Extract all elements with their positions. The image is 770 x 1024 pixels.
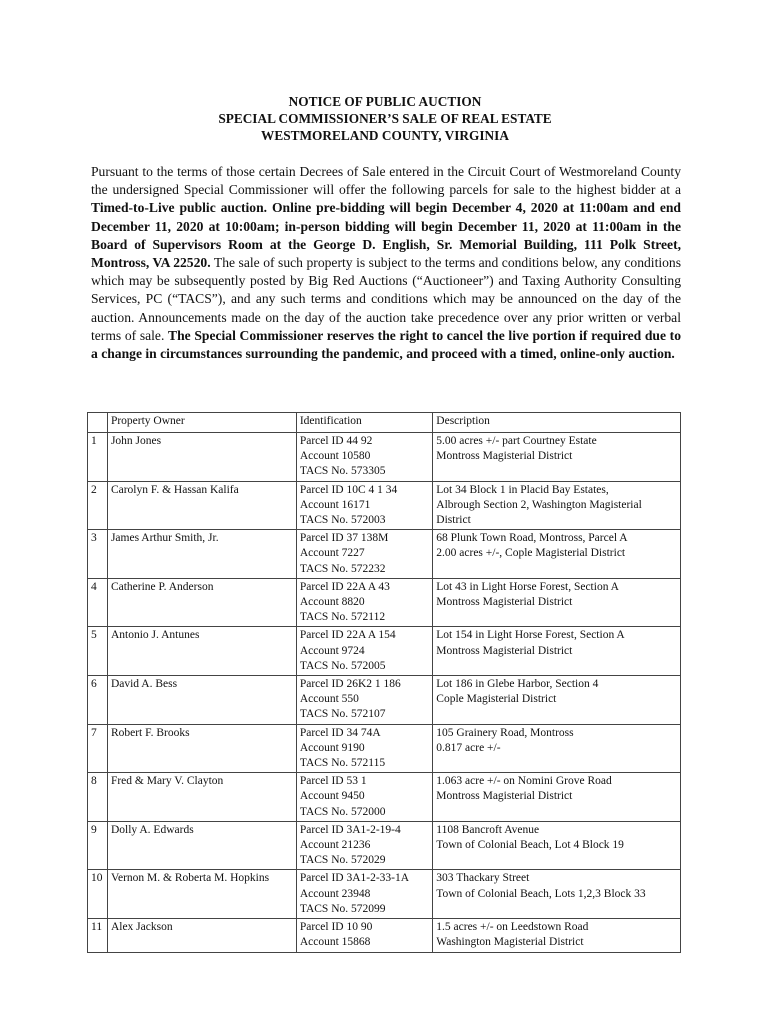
description-desc1: 68 Plunk Town Road, Montross, Parcel A [436,532,628,545]
identification-parcel: Parcel ID 34 74A [299,726,381,739]
row-number-num: 4 [91,580,97,593]
row-number [88,433,108,482]
row-number-num: 7 [91,726,97,739]
identification [296,870,432,919]
row-number [88,578,108,627]
property-owner-owner: Catherine P. Anderson [110,580,214,593]
identification [296,821,432,870]
property-owner-owner: James Arthur Smith, Jr. [110,532,219,545]
header-county: WESTMORELAND COUNTY, VIRGINIA [261,128,509,143]
description-desc1: Lot 154 in Light Horse Forest, Section A [436,629,625,642]
identification-tacs: TACS No. 572112 [299,611,386,624]
intro-paragraph [91,163,681,363]
identification-parcel: Parcel ID 22A A 43 [299,580,390,593]
identification-account: Account 21236 [299,839,371,852]
table-row [88,821,681,870]
description [433,919,681,952]
property-owner-owner: Alex Jackson [110,921,173,934]
property-owner [107,773,296,822]
description-desc2: Montross Magisterial District [436,644,573,657]
row-number-num: 11 [91,921,103,934]
description-desc1: Lot 186 in Glebe Harbor, Section 4 [436,678,599,691]
intro-bold-1: Timed-to-Live public auction. Online pre-bidding will begin December 4, 2020 at 11:00am and end December 11, 2020 at 10:00am; in-person bidding will begin December 11, 2020 at 11:00am in the Board of Supervisors Room at the George D. English, Sr. Memorial Building, 111 Polk Street, Montross, VA 22520. [91,200,681,271]
identification-account: Account 15868 [299,936,371,949]
identification-account: Account 7227 [299,547,365,560]
table-row [88,870,681,919]
row-number [88,821,108,870]
identification-tacs: TACS No. 572003 [299,514,386,527]
description [433,724,681,773]
header-owner: Property Owner [107,413,296,433]
identification-parcel: Parcel ID 37 138M [299,532,389,545]
identification [296,481,432,530]
table-row [88,773,681,822]
property-owner [107,821,296,870]
description [433,627,681,676]
header-num [88,413,108,433]
property-owner [107,481,296,530]
property-owner [107,919,296,952]
row-number [88,724,108,773]
property-owner [107,627,296,676]
row-number-num: 10 [91,872,103,885]
identification-tacs: TACS No. 572005 [299,659,386,672]
identification-tacs: TACS No. 572099 [299,902,386,915]
table-row [88,627,681,676]
table-row [88,724,681,773]
description-desc2: 0.817 acre +/- [436,741,501,754]
identification-tacs: TACS No. 572107 [299,708,386,721]
header-title: NOTICE OF PUBLIC AUCTION [288,94,482,109]
identification-account: Account 16171 [299,498,371,511]
identification-tacs: TACS No. 572029 [299,854,386,867]
property-owner [107,724,296,773]
row-number-num: 5 [91,629,97,642]
table-header-row [88,413,681,433]
description-desc1: 303 Thackary Street [436,872,530,885]
identification [296,578,432,627]
description [433,773,681,822]
description-desc1: Lot 34 Block 1 in Placid Bay Estates, [436,483,609,496]
property-owner-owner: Fred & Mary V. Clayton [110,775,224,788]
description-desc2: Montross Magisterial District [436,596,573,609]
description [433,481,681,530]
property-owner-owner: Vernon M. & Roberta M. Hopkins [110,872,270,885]
row-number-num: 8 [91,775,97,788]
row-number-num: 1 [91,435,97,447]
identification-tacs: TACS No. 572232 [299,562,386,575]
property-owner-owner: John Jones [110,435,162,447]
table-row [88,530,681,579]
identification-parcel: Parcel ID 10C 4 1 34 [299,483,398,496]
description-desc2: Town of Colonial Beach, Lot 4 Block 19 [436,839,624,852]
identification [296,530,432,579]
identification-parcel: Parcel ID 3A1-2-33-1A [299,872,410,885]
identification-parcel: Parcel ID 22A A 154 [299,629,396,642]
header-description: Description [433,413,681,433]
property-owner-owner: Robert F. Brooks [110,726,190,739]
table-row [88,919,681,952]
row-number [88,870,108,919]
identification [296,724,432,773]
identification-account: Account 9724 [299,644,365,657]
description [433,676,681,725]
identification-account: Account 8820 [299,596,365,609]
row-number [88,773,108,822]
description-desc1: Lot 43 in Light Horse Forest, Section A [436,580,619,593]
row-number-num: 2 [91,483,97,496]
property-owner-owner: David A. Bess [110,678,178,691]
description-desc1: 1.5 acres +/- on Leedstown Road [436,921,589,934]
description [433,870,681,919]
identification-account: Account 9190 [299,741,365,754]
property-owner-owner: Dolly A. Edwards [110,823,194,836]
identification [296,433,432,482]
identification-account: Account 9450 [299,790,365,803]
description-desc2: Town of Colonial Beach, Lots 1,2,3 Block 33 [436,887,646,900]
identification [296,919,432,952]
property-owner [107,530,296,579]
description-desc1: 1108 Bancroft Avenue [436,823,540,836]
property-table [87,412,681,953]
description-desc2: 2.00 acres +/-, Cople Magisterial District [436,547,626,560]
description-desc3: District [436,514,471,527]
row-number-num: 6 [91,678,97,691]
property-owner [107,433,296,482]
intro-bold-2: The Special Commissioner reserves the right to cancel the live portion if required due to a change in circumstances surrounding the pandemic, and proceed with a timed, online-only auction. [91,327,681,362]
description [433,530,681,579]
identification [296,627,432,676]
identification-parcel: Parcel ID 53 1 [299,775,367,788]
row-number [88,627,108,676]
identification-tacs: TACS No. 572000 [299,805,386,818]
identification-tacs: TACS No. 572115 [299,757,386,770]
description-desc1: 105 Grainery Road, Montross [436,726,574,739]
identification-account: Account 23948 [299,887,371,900]
description [433,578,681,627]
property-owner [107,578,296,627]
identification-parcel: Parcel ID 26K2 1 186 [299,678,401,691]
identification-parcel: Parcel ID 3A1-2-19-4 [299,823,401,836]
table-row [88,433,681,482]
description [433,433,681,482]
header-identification: Identification [296,413,432,433]
property-owner-owner: Antonio J. Antunes [110,629,200,642]
table-row [88,578,681,627]
description [433,821,681,870]
table-row [88,481,681,530]
intro-text-1: Pursuant to the terms of those certain Decrees of Sale entered in the Circuit Court of Westmoreland County the undersigned Special Commissioner will offer the following parcels for sale to the highest bidder at a [91,164,681,198]
row-number [88,919,108,952]
description-desc1: 1.063 acre +/- on Nomini Grove Road [436,775,612,788]
property-owner-owner: Carolyn F. & Hassan Kalifa [110,483,239,496]
identification-parcel: Parcel ID 10 90 [299,921,373,934]
notice-header [0,93,770,144]
property-owner [107,870,296,919]
identification-account: Account 10580 [299,450,371,463]
row-number-num: 3 [91,532,97,545]
description-desc2: Washington Magisterial District [436,936,584,949]
description-desc2: Albrough Section 2, Washington Magisterial [436,498,642,511]
property-owner [107,676,296,725]
row-number [88,676,108,725]
description-desc2: Montross Magisterial District [436,790,573,803]
intro-text-2: The sale of such property is subject to the terms and conditions below, any conditions which may be subsequently posted by Big Red Auctions (“Auctioneer”) and Taxing Authority Consulting Services, PC (“TACS”), and any such terms and conditions which may be announced on the day of the auction. Announcements made on the day of the auction take precedence over any prior written or verbal terms of sale. [91,255,682,343]
identification [296,773,432,822]
description-desc2: Montross Magisterial District [436,450,573,463]
table-row [88,676,681,725]
identification [296,676,432,725]
identification-tacs: TACS No. 573305 [299,465,386,478]
identification-parcel: Parcel ID 44 92 [299,435,373,447]
identification-account: Account 550 [299,693,359,706]
row-number-num: 9 [91,823,97,836]
row-number [88,530,108,579]
description-desc2: Cople Magisterial District [436,693,557,706]
row-number [88,481,108,530]
header-subtitle: SPECIAL COMMISSIONER’S SALE OF REAL ESTATE [218,111,552,126]
description-desc1: 5.00 acres +/- part Courtney Estate [436,435,597,447]
